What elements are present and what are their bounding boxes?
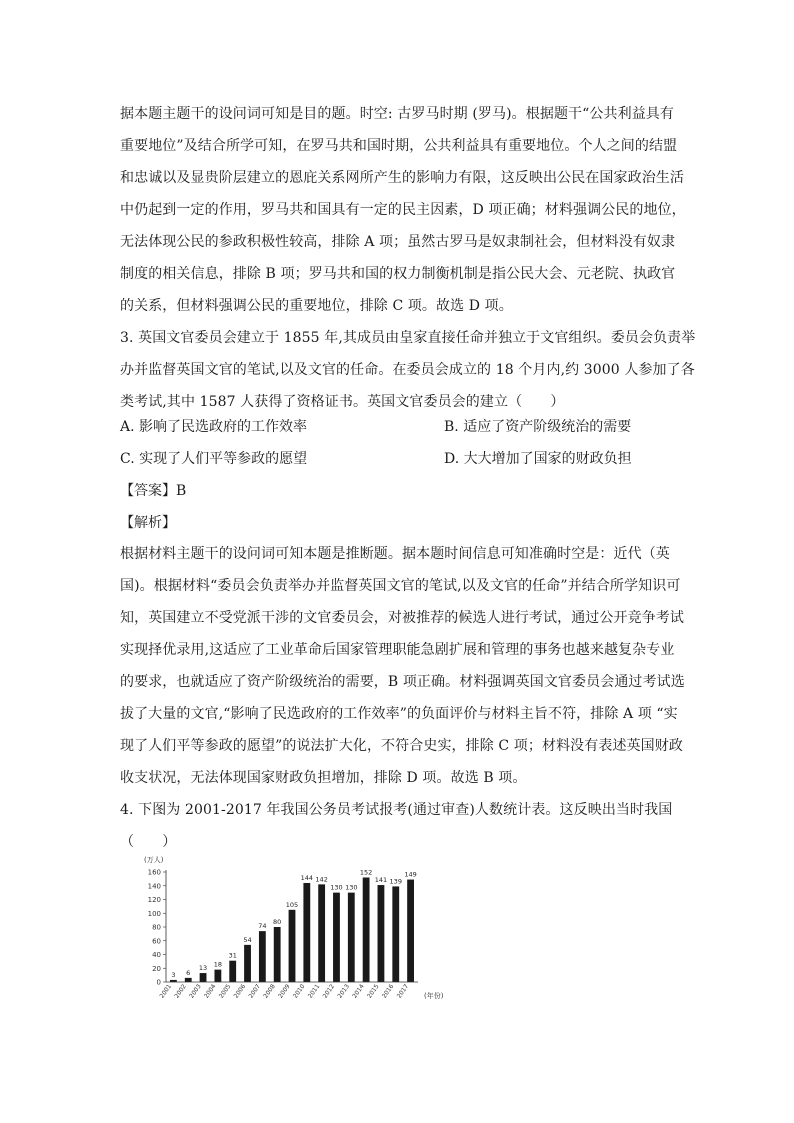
y-tick-label: 120	[147, 896, 161, 904]
bar	[407, 880, 414, 982]
bar-value-label: 130	[330, 883, 343, 892]
bar-value-label: 130	[345, 883, 358, 892]
bar	[363, 878, 370, 983]
y-tick-label: 20	[152, 964, 161, 973]
x-tick-label: 2002	[173, 983, 188, 1000]
x-tick-label: 2012	[321, 983, 337, 1000]
exam-applicants-bar-chart	[138, 850, 458, 1010]
bar	[274, 927, 281, 982]
q2-analysis-line: 制度的相关信息，排除 B 项；罗马共和国的权力制衡机制是指公民大会、元老院、执政官	[120, 266, 676, 282]
bar	[318, 884, 325, 982]
bar-value-label: 80	[273, 918, 282, 926]
bar-value-label: 74	[258, 922, 267, 931]
q3-stem-line: 3. 英国文官委员会建立于 1855 年,其成员由皇家直接任命并独立于文官组织。委员会负责举	[120, 330, 696, 346]
y-axis-title: (万人)	[144, 856, 164, 864]
q2-analysis-line: 重要地位”及结合所学可知，在罗马共和国时期，公共利益具有重要地位。个人之间的结盟	[120, 138, 678, 154]
q2-analysis-line: 和忠诚以及显贵阶层建立的恩庇关系网所产生的影响力有限，这反映出公民在国家政治生活	[120, 170, 684, 186]
y-tick-label: 160	[147, 868, 161, 877]
x-tick-label: 2011	[306, 983, 322, 1000]
q3-analysis-line: 知，英国建立不受党派干涉的文官委员会，对被推荐的候选人进行考试，通过公开竞争考试	[120, 610, 684, 626]
q3-analysis-line: 根据材料主题干的设问词可知本题是推断题。据本题时间信息可知准确时空是：近代（英	[120, 546, 670, 562]
bar	[229, 961, 236, 982]
y-tick-label: 80	[152, 923, 161, 932]
question-4-stem	[120, 794, 680, 858]
bar-value-label: 13	[198, 964, 208, 973]
bar-value-label: 142	[315, 875, 328, 884]
bar	[259, 931, 266, 982]
bar-value-label: 105	[285, 900, 299, 909]
bar	[348, 893, 355, 982]
q2-analysis-line: 的关系，但材料强调公民的重要地位，排除 C 项。故选 D 项。	[120, 298, 513, 314]
bar-value-label: 139	[389, 877, 402, 886]
q2-analysis-line: 中仍起到一定的作用，罗马共和国具有一定的民主因素，D 项正确；材料强调公民的地位，	[120, 202, 686, 218]
x-tick-label: 2004	[203, 983, 218, 1000]
q3-analysis-line: 收支状况，无法体现国家财政负担增加，排除 D 项。故选 B 项。	[120, 770, 527, 786]
bar	[200, 973, 207, 982]
q3-analysis-line: 国)。根据材料“委员会负责举办并监督英国文官的笔试,以及文官的任命”并结合所学知识可	[120, 578, 681, 594]
question-2-analysis	[120, 98, 686, 322]
x-tick-label: 2006	[232, 983, 248, 1000]
y-tick-label: 60	[152, 937, 161, 946]
q2-analysis-line: 无法体现公民的参政积极性较高，排除 A 项；虽然古罗马是奴隶制社会，但材料没有奴隶	[120, 234, 676, 250]
x-tick-label: 2003	[188, 983, 203, 1000]
bar-value-label: 144	[300, 874, 314, 882]
x-tick-label: 2010	[291, 983, 307, 1000]
q3-stem-line: 类考试,其中 1587 人获得了资格证书。英国文官委员会的建立（ ）	[120, 394, 565, 410]
q3-analysis-line: 的要求，也就适应了资产阶级统治的需要，B 项正确。材料强调英国文官委员会通过考试选	[120, 674, 685, 690]
bar-value-label: 3	[171, 970, 176, 979]
q4-stem-line: 4. 下图为 2001-2017 年我国公务员考试报考(通过审查)人数统计表。这反映出当时我国	[120, 802, 673, 818]
x-tick-label: 2005	[217, 983, 233, 1000]
x-tick-label: 2008	[262, 983, 277, 1000]
y-tick-label: 100	[147, 909, 161, 918]
x-tick-label: 2017	[395, 983, 411, 1000]
bars	[170, 869, 417, 983]
q2-analysis-line: 据本题主题干的设问词可知是目的题。时空: 古罗马时期 (罗马)。根据题干“公共利益具有	[120, 106, 674, 122]
q3-analysis-line: 实现择优录用,这适应了工业革命后国家管理职能急剧扩展和管理的事务也越来越复杂专业	[120, 642, 675, 658]
bar	[392, 886, 399, 982]
q3-analysis-line: 拔了大量的文官,“影响了民选政府的工作效率”的负面评价与材料主旨不符，排除 A 项 “实	[120, 706, 678, 722]
x-axis-title: (年份)	[424, 992, 444, 1000]
x-tick-label: 2016	[380, 983, 396, 1000]
q3-analysis-line: 现了人们平等参政的愿望”的说法扩大化，不符合史实，排除 C 项；材料没有表述英国财政	[120, 738, 683, 754]
bar	[185, 978, 192, 982]
bar-value-label: 18	[213, 960, 223, 969]
q3-stem-line: 办并监督英国文官的笔试,以及文官的任命。在委员会成立的 18 个月内,约 3000 人参加了各	[120, 362, 695, 378]
bar-value-label: 6	[186, 968, 191, 977]
option-c: C. 实现了人们平等参政的愿望	[120, 451, 308, 467]
x-tick-label: 2007	[247, 983, 262, 1000]
bar-value-label: 149	[404, 870, 417, 879]
question-3-analysis	[120, 538, 685, 794]
answer-label: 【答案】B	[120, 483, 187, 499]
bar	[333, 893, 340, 982]
x-tick-label: 2001	[158, 983, 174, 1000]
option-b: B. 适应了资产阶级统治的需要	[444, 419, 632, 435]
option-d: D. 大大增加了国家的财政负担	[444, 451, 632, 467]
q4-stem-line: （ ）	[120, 834, 177, 850]
x-tick-label: 2015	[366, 983, 381, 1000]
analysis-label: 【解析】	[120, 515, 176, 531]
bar	[244, 945, 251, 982]
x-tick-label: 2013	[336, 983, 351, 1000]
bar	[289, 910, 296, 982]
y-tick-label: 0	[156, 978, 161, 987]
y-axis	[148, 869, 166, 987]
x-tick-label: 2009	[277, 983, 292, 1000]
bar-value-label: 152	[359, 868, 373, 877]
bar	[303, 883, 310, 982]
bar-value-label: 141	[374, 876, 388, 885]
x-tick-label: 2014	[351, 983, 366, 1000]
y-tick-label: 40	[152, 951, 161, 959]
option-a: A. 影响了民选政府的工作效率	[120, 419, 308, 435]
y-tick-label: 140	[147, 882, 161, 891]
bar	[378, 885, 385, 982]
question-3-stem	[120, 322, 696, 418]
x-axis	[159, 982, 418, 1000]
bar	[214, 970, 221, 982]
bar-value-label: 31	[228, 951, 237, 960]
bar-value-label: 54	[243, 935, 252, 944]
